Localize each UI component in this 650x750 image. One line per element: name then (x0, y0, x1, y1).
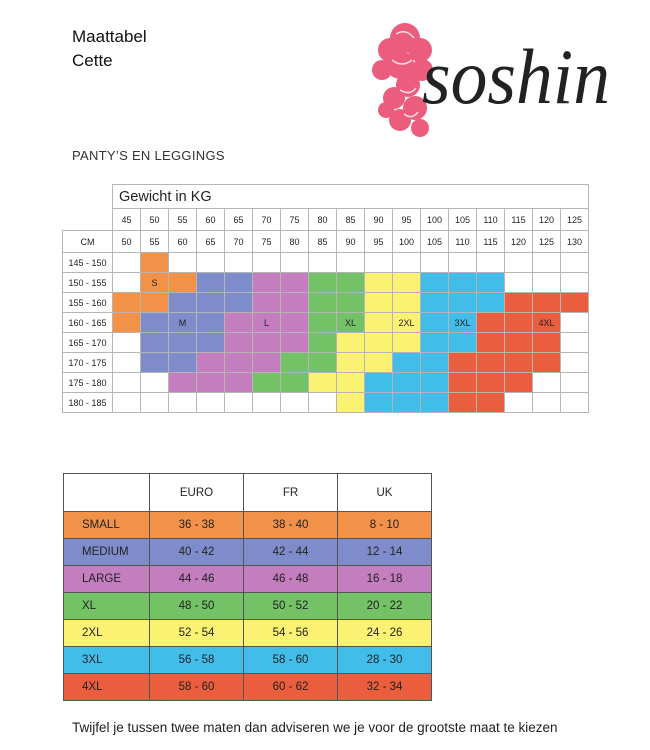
uk-size: 32 - 34 (338, 674, 432, 701)
size-zone-label: S (151, 277, 158, 288)
size-cell-m (169, 333, 197, 353)
size-cell-m (197, 313, 225, 333)
footer-advice: Twijfel je tussen twee maten dan adviseren we je voor de grootste maat te kiezen (72, 720, 558, 735)
weight-from-label: 50 (141, 209, 169, 231)
size-cell-empty (113, 353, 141, 373)
weight-to-label: 85 (309, 231, 337, 253)
size-cell-3xl (477, 293, 505, 313)
uk-size: 24 - 26 (338, 620, 432, 647)
size-cell-xl (309, 313, 337, 333)
uk-size: 16 - 18 (338, 566, 432, 593)
size-cell-4xl (505, 293, 533, 313)
size-cell-4xl (477, 373, 505, 393)
size-cell-empty (533, 273, 561, 293)
weight-to-label: 75 (253, 231, 281, 253)
size-cell-3xl (365, 373, 393, 393)
size-cell-empty (281, 253, 309, 273)
size-cell-empty (141, 393, 169, 413)
fr-size: 46 - 48 (244, 566, 338, 593)
size-cell-l (169, 373, 197, 393)
size-cell-2xl (365, 333, 393, 353)
size-cell-4xl (477, 313, 505, 333)
size-cell-empty (533, 373, 561, 393)
size-cell-s (169, 273, 197, 293)
size-cell-3xl (421, 393, 449, 413)
size-cell-4xl (505, 333, 533, 353)
height-label: 170 - 175 (63, 353, 113, 373)
height-label: 160 - 165 (63, 313, 113, 333)
weight-to-label: 70 (225, 231, 253, 253)
size-cell-4xl (449, 373, 477, 393)
size-cell-l (253, 353, 281, 373)
size-cell-empty (197, 253, 225, 273)
weight-to-label: 125 (533, 231, 561, 253)
weight-to-label: 120 (505, 231, 533, 253)
weight-from-label: 115 (505, 209, 533, 231)
size-zone-label: 2XL (398, 317, 415, 328)
grid-corner (63, 185, 113, 209)
conversion-row (64, 674, 432, 701)
size-name: 2XL (64, 620, 150, 647)
weight-to-label: 130 (561, 231, 589, 253)
height-axis-label: CM (63, 231, 113, 253)
fr-size: 54 - 56 (244, 620, 338, 647)
size-cell-xl (309, 273, 337, 293)
conversion-header-empty (64, 474, 150, 512)
weight-from-label: 90 (365, 209, 393, 231)
size-cell-2xl (365, 273, 393, 293)
size-cell-m (225, 293, 253, 313)
size-cell-empty (337, 253, 365, 273)
size-cell-s (113, 293, 141, 313)
size-cell-3xl (421, 373, 449, 393)
weight-to-label: 50 (113, 231, 141, 253)
height-label: 150 - 155 (63, 273, 113, 293)
height-row (63, 373, 589, 393)
size-cell-l (253, 313, 281, 333)
size-cell-4xl (449, 353, 477, 373)
weight-from-label: 110 (477, 209, 505, 231)
size-cell-l (253, 293, 281, 313)
conversion-header-euro: EURO (150, 474, 244, 512)
weight-from-label: 95 (393, 209, 421, 231)
size-cell-m (197, 333, 225, 353)
size-name: LARGE (64, 566, 150, 593)
height-row (63, 393, 589, 413)
uk-size: 8 - 10 (338, 512, 432, 539)
weight-to-label: 95 (365, 231, 393, 253)
conversion-row (64, 620, 432, 647)
uk-size: 20 - 22 (338, 593, 432, 620)
size-cell-empty (561, 273, 589, 293)
size-cell-2xl (365, 313, 393, 333)
size-cell-4xl (561, 293, 589, 313)
weight-from-label: 45 (113, 209, 141, 231)
size-cell-empty (169, 393, 197, 413)
size-cell-2xl (337, 393, 365, 413)
height-label: 155 - 160 (63, 293, 113, 313)
size-cell-m (225, 273, 253, 293)
size-cell-3xl (421, 353, 449, 373)
size-cell-3xl (421, 273, 449, 293)
size-cell-l (225, 353, 253, 373)
size-zone-label: 4XL (538, 317, 555, 328)
weight-to-label: 60 (169, 231, 197, 253)
size-cell-xl (337, 293, 365, 313)
size-cell-empty (505, 253, 533, 273)
weight-from-row (63, 209, 589, 231)
logo-text: soshin (422, 33, 610, 120)
size-cell-2xl (393, 273, 421, 293)
size-cell-s (141, 273, 169, 293)
size-cell-3xl (365, 393, 393, 413)
euro-size: 56 - 58 (150, 647, 244, 674)
size-cell-xl (337, 313, 365, 333)
size-cell-l (225, 333, 253, 353)
size-cell-empty (421, 253, 449, 273)
size-cell-empty (561, 333, 589, 353)
size-cell-xl (337, 273, 365, 293)
size-cell-xl (253, 373, 281, 393)
size-zone-label: XL (344, 317, 356, 328)
weight-to-label: 80 (281, 231, 309, 253)
euro-size: 58 - 60 (150, 674, 244, 701)
size-cell-3xl (449, 293, 477, 313)
size-name: 4XL (64, 674, 150, 701)
size-cell-m (141, 333, 169, 353)
weight-to-label: 90 (337, 231, 365, 253)
size-cell-4xl (505, 373, 533, 393)
size-cell-m (169, 293, 197, 313)
weight-label-row (63, 185, 589, 209)
size-cell-4xl (533, 333, 561, 353)
size-cell-l (197, 353, 225, 373)
conversion-header-uk: UK (338, 474, 432, 512)
fr-size: 38 - 40 (244, 512, 338, 539)
size-cell-m (169, 313, 197, 333)
size-cell-empty (113, 373, 141, 393)
size-cell-l (281, 273, 309, 293)
height-label: 175 - 180 (63, 373, 113, 393)
size-cell-empty (253, 253, 281, 273)
size-cell-empty (225, 393, 253, 413)
conversion-row (64, 593, 432, 620)
size-cell-l (197, 373, 225, 393)
height-label: 180 - 185 (63, 393, 113, 413)
size-cell-empty (533, 253, 561, 273)
height-row (63, 313, 589, 333)
size-name: SMALL (64, 512, 150, 539)
size-cell-m (141, 313, 169, 333)
size-cell-empty (561, 253, 589, 273)
size-cell-empty (113, 393, 141, 413)
size-cell-empty (141, 373, 169, 393)
size-cell-s (113, 313, 141, 333)
size-cell-3xl (393, 373, 421, 393)
height-label: 165 - 170 (63, 333, 113, 353)
conversion-header-row (64, 474, 432, 512)
size-cell-l (253, 273, 281, 293)
size-cell-2xl (337, 333, 365, 353)
size-cell-2xl (393, 293, 421, 313)
size-cell-empty (505, 273, 533, 293)
fr-size: 58 - 60 (244, 647, 338, 674)
size-cell-4xl (505, 313, 533, 333)
weight-from-label: 80 (309, 209, 337, 231)
size-cell-l (281, 293, 309, 313)
weight-from-label: 70 (253, 209, 281, 231)
section-title: PANTY’S EN LEGGINGS (72, 148, 225, 163)
size-cell-s (141, 253, 169, 273)
weight-to-label: 65 (197, 231, 225, 253)
size-cell-m (197, 273, 225, 293)
conversion-header-fr: FR (244, 474, 338, 512)
size-cell-m (141, 353, 169, 373)
size-cell-l (281, 313, 309, 333)
euro-size: 48 - 50 (150, 593, 244, 620)
size-cell-empty (253, 393, 281, 413)
weight-from-label: 85 (337, 209, 365, 231)
conversion-row (64, 647, 432, 674)
size-cell-empty (561, 353, 589, 373)
size-cell-2xl (393, 333, 421, 353)
size-cell-empty (393, 253, 421, 273)
height-row (63, 353, 589, 373)
size-cell-4xl (533, 313, 561, 333)
size-conversion-table (63, 473, 432, 701)
soshin-logo (360, 10, 620, 150)
size-cell-empty (169, 253, 197, 273)
size-cell-xl (281, 373, 309, 393)
brand-subtitle: Cette (72, 51, 113, 70)
size-cell-3xl (421, 293, 449, 313)
size-cell-empty (281, 393, 309, 413)
size-cell-empty (505, 393, 533, 413)
size-cell-empty (113, 273, 141, 293)
size-cell-empty (365, 253, 393, 273)
euro-size: 52 - 54 (150, 620, 244, 647)
weight-to-label: 105 (421, 231, 449, 253)
size-cell-2xl (337, 373, 365, 393)
size-cell-3xl (477, 273, 505, 293)
size-cell-4xl (477, 333, 505, 353)
size-cell-2xl (365, 353, 393, 373)
size-cell-4xl (505, 353, 533, 373)
height-row (63, 273, 589, 293)
grid-corner (63, 209, 113, 231)
size-cell-l (225, 313, 253, 333)
page-title: Maattabel (72, 27, 147, 46)
size-cell-empty (561, 373, 589, 393)
size-cell-4xl (533, 353, 561, 373)
size-cell-empty (533, 393, 561, 413)
weight-to-row (63, 231, 589, 253)
size-name: MEDIUM (64, 539, 150, 566)
size-cell-3xl (393, 353, 421, 373)
weight-to-label: 115 (477, 231, 505, 253)
size-grid (62, 184, 589, 413)
height-row (63, 293, 589, 313)
size-cell-m (197, 293, 225, 313)
size-cell-xl (309, 293, 337, 313)
size-cell-2xl (337, 353, 365, 373)
weight-to-label: 100 (393, 231, 421, 253)
size-zone-label: M (178, 317, 187, 328)
size-cell-3xl (449, 333, 477, 353)
size-cell-xl (309, 333, 337, 353)
euro-size: 40 - 42 (150, 539, 244, 566)
size-cell-3xl (421, 333, 449, 353)
size-cell-4xl (477, 393, 505, 413)
conversion-row (64, 512, 432, 539)
weight-to-label: 55 (141, 231, 169, 253)
size-cell-m (169, 353, 197, 373)
size-cell-4xl (477, 353, 505, 373)
weight-from-label: 60 (197, 209, 225, 231)
size-cell-empty (561, 313, 589, 333)
size-cell-empty (449, 253, 477, 273)
weight-from-label: 105 (449, 209, 477, 231)
size-zone-label: 3XL (454, 317, 471, 328)
conversion-row (64, 566, 432, 593)
size-cell-2xl (309, 373, 337, 393)
size-cell-2xl (365, 293, 393, 313)
size-cell-empty (477, 253, 505, 273)
fr-size: 60 - 62 (244, 674, 338, 701)
conversion-row (64, 539, 432, 566)
size-cell-l (225, 373, 253, 393)
size-cell-l (281, 333, 309, 353)
weight-from-label: 55 (169, 209, 197, 231)
size-cell-s (141, 293, 169, 313)
size-cell-empty (309, 393, 337, 413)
size-cell-xl (309, 353, 337, 373)
weight-from-label: 125 (561, 209, 589, 231)
euro-size: 44 - 46 (150, 566, 244, 593)
uk-size: 28 - 30 (338, 647, 432, 674)
size-cell-empty (309, 253, 337, 273)
size-name: 3XL (64, 647, 150, 674)
weight-from-label: 75 (281, 209, 309, 231)
size-cell-empty (561, 393, 589, 413)
size-cell-4xl (449, 393, 477, 413)
weight-from-label: 100 (421, 209, 449, 231)
size-cell-2xl (393, 313, 421, 333)
size-cell-empty (113, 253, 141, 273)
weight-from-label: 65 (225, 209, 253, 231)
height-label: 145 - 150 (63, 253, 113, 273)
size-cell-xl (281, 353, 309, 373)
height-row (63, 333, 589, 353)
size-cell-l (253, 333, 281, 353)
size-cell-3xl (449, 273, 477, 293)
euro-size: 36 - 38 (150, 512, 244, 539)
weight-axis-label: Gewicht in KG (113, 185, 589, 209)
size-zone-label: L (263, 317, 269, 328)
size-name: XL (64, 593, 150, 620)
size-cell-empty (113, 333, 141, 353)
fr-size: 50 - 52 (244, 593, 338, 620)
uk-size: 12 - 14 (338, 539, 432, 566)
size-cell-empty (225, 253, 253, 273)
size-cell-3xl (421, 313, 449, 333)
size-cell-3xl (449, 313, 477, 333)
weight-from-label: 120 (533, 209, 561, 231)
fr-size: 42 - 44 (244, 539, 338, 566)
weight-to-label: 110 (449, 231, 477, 253)
size-cell-4xl (533, 293, 561, 313)
size-cell-empty (197, 393, 225, 413)
height-row (63, 253, 589, 273)
size-cell-3xl (393, 393, 421, 413)
